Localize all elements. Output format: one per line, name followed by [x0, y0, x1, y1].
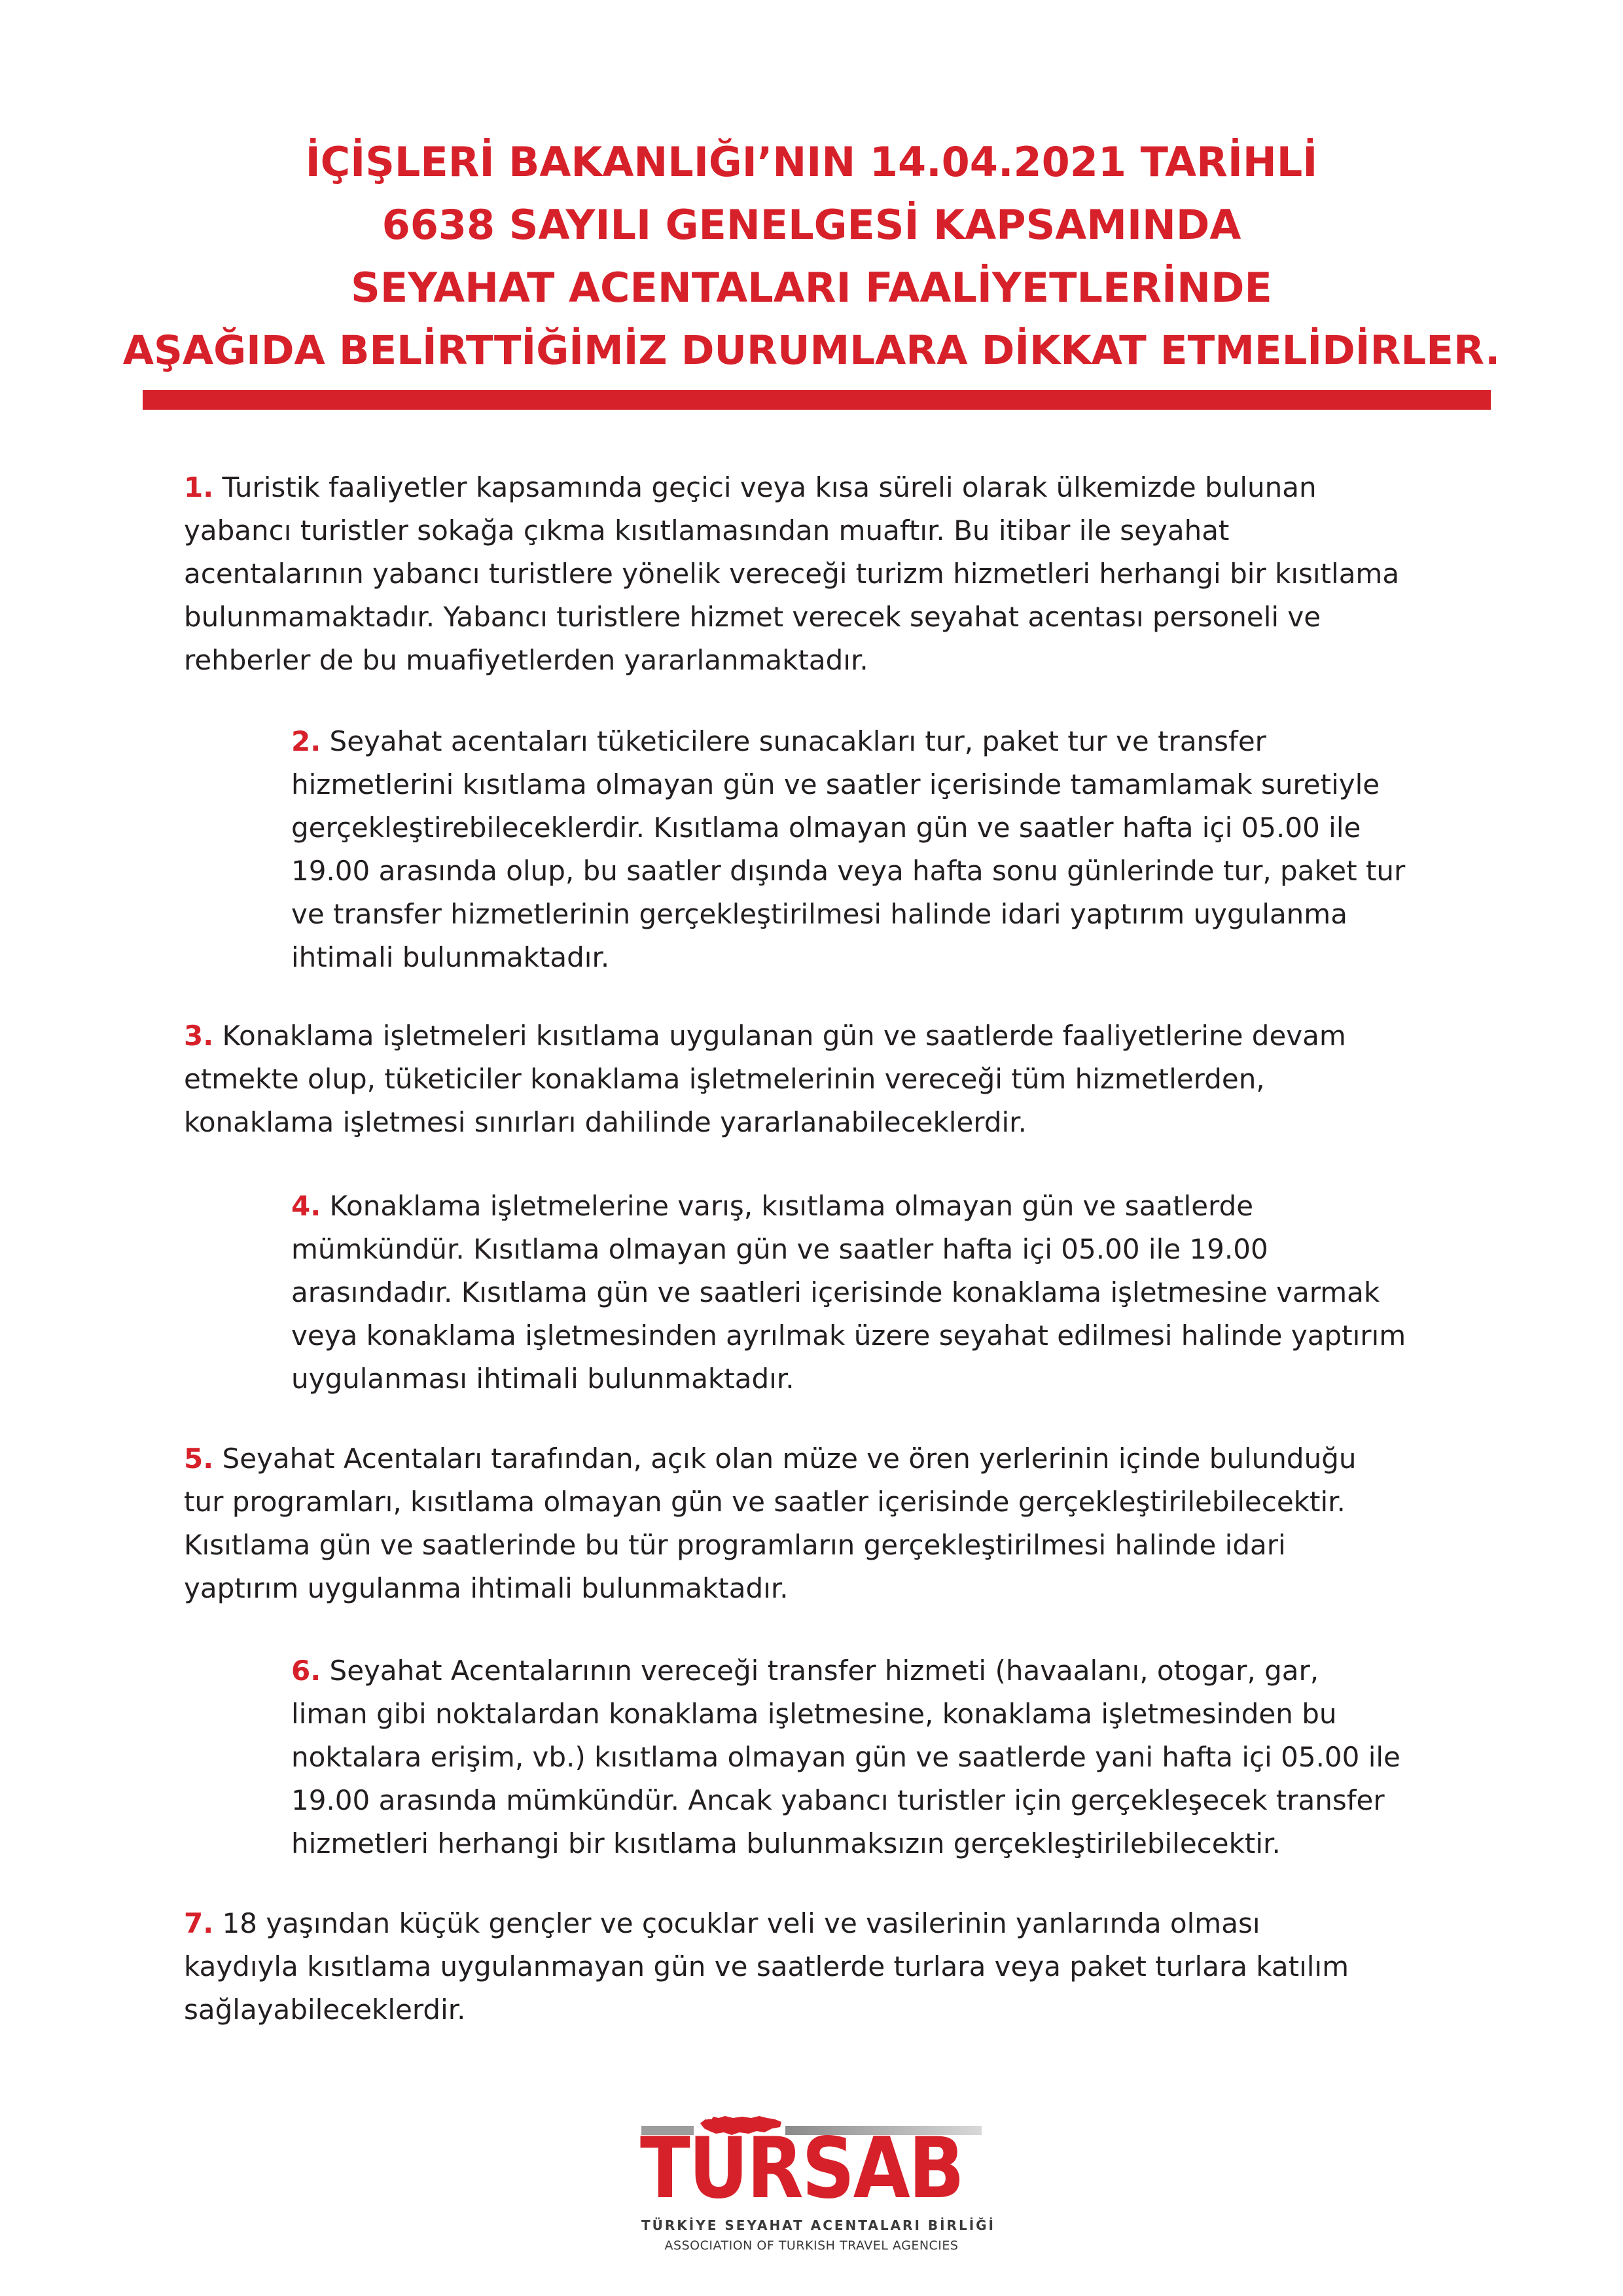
list-item-3	[184, 1014, 1346, 1144]
item-line: mümkündür. Kısıtlama olmayan gün ve saatler hafta içi 05.00 ile 19.00	[291, 1233, 1268, 1265]
item-line	[184, 466, 1399, 509]
item-text: Seyahat Acentalarının vereceği transfer hizmeti (havaalanı, otogar, gar,	[329, 1655, 1319, 1687]
item-number: 7.	[184, 1907, 214, 1939]
item-line: acentalarının yabancı turistlere yönelik vereceği turizm hizmetleri herhangi bir kısıtlama	[184, 558, 1400, 590]
item-line: hizmetlerini kısıtlama olmayan gün ve saatler içerisinde tamamlamak suretiyle	[291, 768, 1380, 800]
item-text: Konaklama işletmeleri kısıtlama uygulanan gün ve saatlerde faaliyetlerine devam	[222, 1020, 1346, 1052]
item-text: Seyahat Acentaları tarafından, açık olan müze ve ören yerlerinin içinde bulunduğu	[222, 1443, 1357, 1475]
item-line	[184, 1437, 1356, 1480]
title-divider	[143, 390, 1491, 410]
logo-subtitle-en: ASSOCIATION OF TURKISH TRAVEL AGENCIES	[664, 2238, 959, 2253]
item-line	[291, 720, 1405, 763]
item-line	[184, 1014, 1346, 1058]
item-line: yaptırım uygulanma ihtimali bulunmaktadır.	[184, 1572, 789, 1604]
list-item-2	[291, 720, 1405, 979]
tursab-logo	[641, 2114, 1008, 2265]
item-line: arasındadır. Kısıtlama gün ve saatleri içerisinde konaklama işletmesine varmak	[291, 1276, 1380, 1308]
item-line: gerçekleştirebileceklerdir. Kısıtlama olmayan gün ve saatler hafta içi 05.00 ile	[291, 812, 1361, 844]
item-line: ve transfer hizmetlerinin gerçekleştirilmesi halinde idari yaptırım uygulanma	[291, 898, 1347, 930]
item-line: hizmetleri herhangi bir kısıtlama bulunmaksızın gerçekleştirilebilecektir.	[291, 1827, 1281, 1859]
item-line: tur programları, kısıtlama olmayan gün ve saatler içerisinde gerçekleştirilebilecektir.	[184, 1486, 1346, 1518]
title-line-4: AŞAĞIDA BELİRTTİĞİMİZ DURUMLARA DİKKAT ETMELİDİRLER.	[122, 327, 1501, 374]
logo-wordmark: TÜRSAB	[640, 2120, 963, 2217]
item-line: uygulanması ihtimali bulunmaktadır.	[291, 1363, 794, 1395]
item-line: Kısıtlama gün ve saatlerinde bu tür programların gerçekleştirilmesi halinde idari	[184, 1529, 1286, 1561]
item-line	[291, 1185, 1406, 1228]
document-title	[0, 131, 1623, 382]
item-number: 4.	[291, 1190, 321, 1222]
item-line: rehberler de bu muafiyetlerden yararlanmaktadır.	[184, 644, 868, 676]
item-line	[291, 1649, 1400, 1693]
item-line: veya konaklama işletmesinden ayrılmak üzere seyahat edilmesi halinde yaptırım	[291, 1319, 1406, 1352]
item-line: noktalara erişim, vb.) kısıtlama olmayan gün ve saatlerde yani hafta içi 05.00 ile	[291, 1741, 1400, 1773]
item-number: 5.	[184, 1443, 214, 1475]
item-line: 19.00 arasında olup, bu saatler dışında veya hafta sonu günlerinde tur, paket tur	[291, 855, 1406, 887]
item-line: etmekte olup, tüketiciler konaklama işletmelerinin vereceği tüm hizmetlerden,	[184, 1063, 1265, 1095]
title-line-3: SEYAHAT ACENTALARI FAALİYETLERİNDE	[351, 264, 1272, 312]
list-item-6	[291, 1649, 1400, 1865]
item-text: 18 yaşından küçük gençler ve çocuklar veli ve vasilerinin yanlarında olması	[222, 1907, 1260, 1939]
list-item-4	[291, 1185, 1406, 1401]
item-text: Turistik faaliyetler kapsamında geçici veya kısa süreli olarak ülkemizde bulunan	[213, 471, 1317, 503]
title-line-2: 6638 SAYILI GENELGESİ KAPSAMINDA	[382, 201, 1241, 249]
item-line: yabancı turistler sokağa çıkma kısıtlamasından muaftır. Bu itibar ile seyahat	[184, 514, 1230, 547]
item-number: 1.	[184, 471, 214, 503]
list-item-5	[184, 1437, 1356, 1610]
item-number: 2.	[291, 725, 321, 757]
item-line: liman gibi noktalardan konaklama işletmesine, konaklama işletmesinden bu	[291, 1698, 1337, 1730]
item-number: 6.	[291, 1655, 321, 1687]
logo-subtitle-tr: TÜRKİYE SEYAHAT ACENTALARI BİRLİĞİ	[641, 2217, 995, 2233]
item-line: bulunmamaktadır. Yabancı turistlere hizmet verecek seyahat acentası personeli ve	[184, 601, 1321, 633]
item-line: ihtimali bulunmaktadır.	[291, 941, 610, 973]
item-line: konaklama işletmesi sınırları dahilinde yararlanabileceklerdir.	[184, 1106, 1027, 1138]
list-item-7	[184, 1902, 1349, 2032]
item-line	[184, 1902, 1349, 1945]
item-text: Konaklama işletmelerine varış, kısıtlama olmayan gün ve saatlerde	[329, 1190, 1254, 1222]
item-text: Seyahat acentaları tüketicilere sunacakları tur, paket tur ve transfer	[329, 725, 1266, 757]
list-item-1	[184, 466, 1399, 682]
item-line: kaydıyla kısıtlama uygulanmayan gün ve saatlerde turlara veya paket turlara katılım	[184, 1950, 1349, 1982]
item-line: sağlayabileceklerdir.	[184, 1994, 466, 2026]
item-number: 3.	[184, 1020, 214, 1052]
item-line: 19.00 arasında mümkündür. Ancak yabancı turistler için gerçekleşecek transfer	[291, 1784, 1385, 1816]
title-line-1: İÇİŞLERİ BAKANLIĞI’NIN 14.04.2021 TARİHLİ	[305, 138, 1318, 186]
